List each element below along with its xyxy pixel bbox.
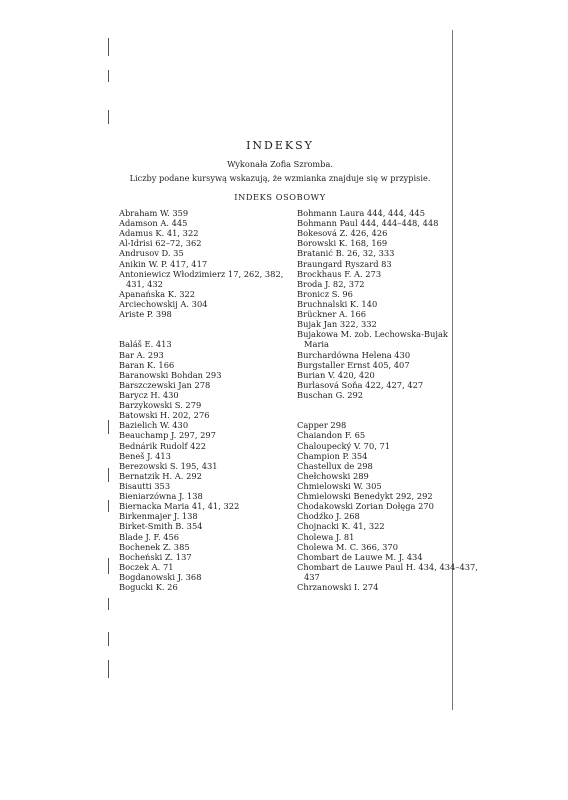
index-entry: Chojnacki K. 41, 322 xyxy=(297,521,385,532)
index-entry: Chombart de Lauwe Paul H. 434, 434–437, xyxy=(297,561,478,572)
index-entry: Apanańska K. 322 xyxy=(119,288,196,299)
index-column-right xyxy=(297,208,478,592)
index-column-left xyxy=(119,208,283,592)
index-entry: Blade J. F. 456 xyxy=(119,531,180,542)
index-entry: Birket-Smith B. 354 xyxy=(119,521,203,532)
index-entry: Bieniarzówna J. 138 xyxy=(119,491,203,502)
index-entry: Chaiandon F. 65 xyxy=(297,430,366,441)
section-title: INDEKS OSOBOWY xyxy=(234,192,326,202)
index-entry: Barzykowski S. 279 xyxy=(119,400,202,411)
scan-margin-mark xyxy=(108,38,109,56)
index-entry: Andrusov D. 35 xyxy=(119,248,184,259)
blank-line xyxy=(119,319,283,329)
scan-margin-mark xyxy=(108,632,109,646)
index-entry: Chastellux de 298 xyxy=(297,460,373,471)
index-entry: Burian V. 420, 420 xyxy=(297,369,375,380)
index-entry: Brockhaus F. A. 273 xyxy=(297,268,382,279)
index-entry: Bronicz S. 96 xyxy=(297,288,353,299)
index-entry: Bohmann Paul 444, 444–448, 448 xyxy=(297,218,439,229)
index-entry: Bisautti 353 xyxy=(119,480,171,491)
index-entry: Berezowski S. 195, 431 xyxy=(119,460,218,471)
index-entry: Batowski H. 202, 276 xyxy=(119,410,210,421)
author-line: Wykonała Zofia Szromba. xyxy=(227,159,333,169)
scan-margin-mark xyxy=(108,468,109,482)
index-entry: Adamus K. 41, 322 xyxy=(119,228,199,239)
index-entry: Baranowski Bohdan 293 xyxy=(119,369,222,380)
index-entry: Chmielowski W. 305 xyxy=(297,480,382,491)
index-entry: Beneš J. 413 xyxy=(119,450,171,461)
index-entry: Barszczewski Jan 278 xyxy=(119,379,211,390)
index-entry: Braungard Ryszard 83 xyxy=(297,258,392,269)
index-entry: Barycz H. 430 xyxy=(119,389,179,400)
index-note: Liczby podane kursywą wskazują, że wzmianka znajduje się w przypisie. xyxy=(129,173,431,183)
index-entry: Biernacka Maria 41, 41, 322 xyxy=(119,501,240,512)
blank-line xyxy=(297,410,478,420)
index-entry: Bruchnalski K. 140 xyxy=(297,298,378,309)
index-entry: Capper 298 xyxy=(297,420,347,431)
index-entry: 431, 432 xyxy=(126,278,163,289)
index-entry: Baláš E. 413 xyxy=(119,339,172,350)
index-entry: Borowski K. 168, 169 xyxy=(297,238,388,249)
index-entry: Bednárik Rudolf 422 xyxy=(119,440,206,451)
blank-line xyxy=(119,329,283,339)
index-entry: Cholewa M. C. 366, 370 xyxy=(297,541,398,552)
index-entry: Chodźko J. 268 xyxy=(297,511,360,522)
index-entry: Chodakowski Zorian Dołęga 270 xyxy=(297,501,434,512)
index-entry: Boczek A. 71 xyxy=(119,561,174,572)
blank-line xyxy=(297,400,478,410)
index-entry: Bochenek Z. 385 xyxy=(119,541,190,552)
index-entry: Chełchowski 289 xyxy=(297,470,369,481)
page-title: INDEKSY xyxy=(246,139,314,152)
index-entry: Champion P. 354 xyxy=(297,450,368,461)
scan-margin-mark xyxy=(108,110,109,124)
index-entry: Burgstaller Ernst 405, 407 xyxy=(297,359,410,370)
scan-margin-mark xyxy=(108,70,109,82)
index-entry: Burchardówna Helena 430 xyxy=(297,349,411,360)
index-entry: Broda J. 82, 372 xyxy=(297,278,365,289)
index-entry: Bazielich W. 430 xyxy=(119,420,189,431)
index-entry: Anikin W. P. 417, 417 xyxy=(119,258,208,269)
index-entry: Bujakowa M. zob. Lechowska-Bujak xyxy=(297,329,448,340)
index-entry: Arciechowskij A. 304 xyxy=(119,298,208,309)
index-entry: Chaloupecký V. 70, 71 xyxy=(297,440,391,451)
scan-margin-mark xyxy=(108,420,109,434)
index-entry: Chombart de Lauwe M. J. 434 xyxy=(297,551,423,562)
index-entry: Bogdanowski J. 368 xyxy=(119,571,202,582)
index-entry: Bar A. 293 xyxy=(119,349,164,360)
index-entry: Burlasová Soňa 422, 427, 427 xyxy=(297,379,424,390)
index-entry: Adamson A. 445 xyxy=(119,218,188,229)
index-entry: Bokesová Z. 426, 426 xyxy=(297,228,388,239)
index-entry: Bernatzik H. A. 292 xyxy=(119,470,202,481)
index-entry: Al-Idrisi 62–72, 362 xyxy=(119,238,202,249)
index-entry: Brückner A. 166 xyxy=(297,309,367,320)
scan-margin-mark xyxy=(108,660,109,678)
index-entry: Bujak Jan 322, 332 xyxy=(297,319,377,330)
index-entry: 437 xyxy=(304,571,320,582)
index-entry: Bocheński Z. 137 xyxy=(119,551,192,562)
index-entry: Buschan G. 292 xyxy=(297,389,364,400)
index-entry: Ariste P. 398 xyxy=(119,309,172,320)
index-entry: Beauchamp J. 297, 297 xyxy=(119,430,216,441)
index-entry: Maria xyxy=(304,339,330,350)
index-entry: Bratanić B. 26, 32, 333 xyxy=(297,248,395,259)
index-entry: Cholewa J. 81 xyxy=(297,531,355,542)
scan-margin-mark xyxy=(108,598,109,610)
index-entry: Chrzanowski I. 274 xyxy=(297,582,379,593)
index-entry: Birkenmajer J. 138 xyxy=(119,511,198,522)
index-entry: Chmielowski Benedykt 292, 292 xyxy=(297,491,433,502)
scan-margin-mark xyxy=(108,500,109,512)
index-entry: Baran K. 166 xyxy=(119,359,175,370)
index-entry: Bogucki K. 26 xyxy=(119,582,178,593)
index-entry: Bohmann Laura 444, 444, 445 xyxy=(297,208,425,218)
index-entry: Antoniewicz Włodzimierz 17, 262, 382, xyxy=(119,268,284,279)
index-entry: Abraham W. 359 xyxy=(119,208,189,218)
scan-margin-mark xyxy=(108,558,109,574)
